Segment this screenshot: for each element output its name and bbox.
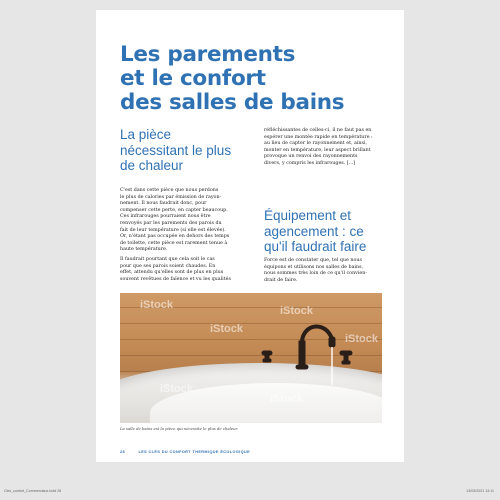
text-line: au lieu de capter le rayonnement et, ainsi, — [264, 141, 368, 147]
text-line: nous sommes très loin de ce qu'il convien- — [264, 271, 367, 277]
bathroom-photo — [120, 293, 382, 423]
continuation-text — [264, 128, 384, 168]
text-line: Or, n'étant pas occupée en dehors des temps — [120, 234, 230, 240]
text-line: fait de leur température (si elle est élevée). — [120, 227, 226, 233]
text-line: divers, y compris les infrarouges. [...] — [264, 160, 356, 166]
heading-line: agencement : ce — [264, 223, 364, 239]
title-line: des salles de bains — [120, 90, 345, 115]
text-line: compenser cette perte, en capter beaucoup. — [120, 207, 228, 213]
page-number: 28 — [120, 450, 126, 454]
watermark: iStock — [345, 333, 379, 345]
text-line: monter en température, leur aspect brillant — [264, 147, 371, 153]
text-line: pour que ses parois soient chaudes. En — [120, 263, 216, 269]
section-heading-piece — [120, 127, 254, 174]
text-line: nement. Il nous faudrait donc, pour — [120, 201, 207, 207]
print-slug-bar — [0, 486, 500, 500]
section-heading-equipement — [264, 208, 384, 255]
heading-line: qu'il faudrait faire — [264, 239, 367, 254]
text-line: haute température. — [120, 247, 168, 253]
paragraph — [120, 188, 254, 254]
text-line: drait de faire. — [264, 277, 298, 283]
file-name: Cles_confort_Commerciaux.indd 28 — [4, 489, 62, 493]
photo-caption: La salle de bains est la pièce qui nécessite le plus de chaleur. — [120, 426, 239, 431]
title-line: Les parements — [120, 42, 296, 67]
text-line: renvoyés par les parements des parois du — [120, 220, 222, 226]
title-line: et le confort — [120, 66, 266, 91]
heading-line: nécessitant le plus — [120, 142, 232, 158]
text-line: espérer une montée rapide en température : — [264, 134, 373, 140]
text-line: Il faudrait pourtant que cela soit le cas — [120, 256, 215, 262]
heading-line: de chaleur — [120, 158, 184, 173]
text-line: le plus de calories par émission de rayon- — [120, 194, 222, 200]
watermark: iStock — [270, 393, 304, 405]
paragraph — [120, 257, 254, 283]
watermark: iStock — [160, 383, 194, 395]
faucet-icon — [120, 293, 382, 423]
watermark: iStock — [140, 299, 174, 311]
document-page — [96, 10, 404, 462]
section2-body — [264, 258, 384, 284]
heading-line: La pièce — [120, 127, 172, 142]
section1-body — [120, 188, 254, 284]
text-line: effet, attendu qu'elles sont de plus en plus — [120, 270, 224, 276]
timestamp: 13/03/2021 14:11 — [466, 489, 494, 493]
running-title: LES CLÉS DU CONFORT THERMIQUE ÉCOLOGIQUE — [138, 450, 251, 454]
watermark: iStock — [280, 305, 314, 317]
text-line: provoque un renvoi des rayonnements — [264, 154, 358, 160]
text-line: Ces infrarouges pourraient nous être — [120, 214, 211, 220]
text-line: Force est de constater que, tel que nous — [264, 258, 362, 263]
heading-line: Équipement et — [264, 208, 352, 223]
text-line: souvent revêtues de faïence et vu les qualités — [120, 276, 231, 282]
text-line: C'est dans cette pièce que nous perdons — [120, 188, 219, 193]
text-line: réfléchissantes de celles-ci, il ne faut pas en — [264, 128, 372, 133]
page-footer — [120, 450, 382, 454]
watermark: iStock — [210, 323, 244, 335]
text-line: de toilette, cette pièce est rarement tenue à — [120, 240, 228, 246]
page-title — [120, 43, 390, 115]
text-line: équipons et utilisons nos salles de bains, — [264, 264, 364, 270]
